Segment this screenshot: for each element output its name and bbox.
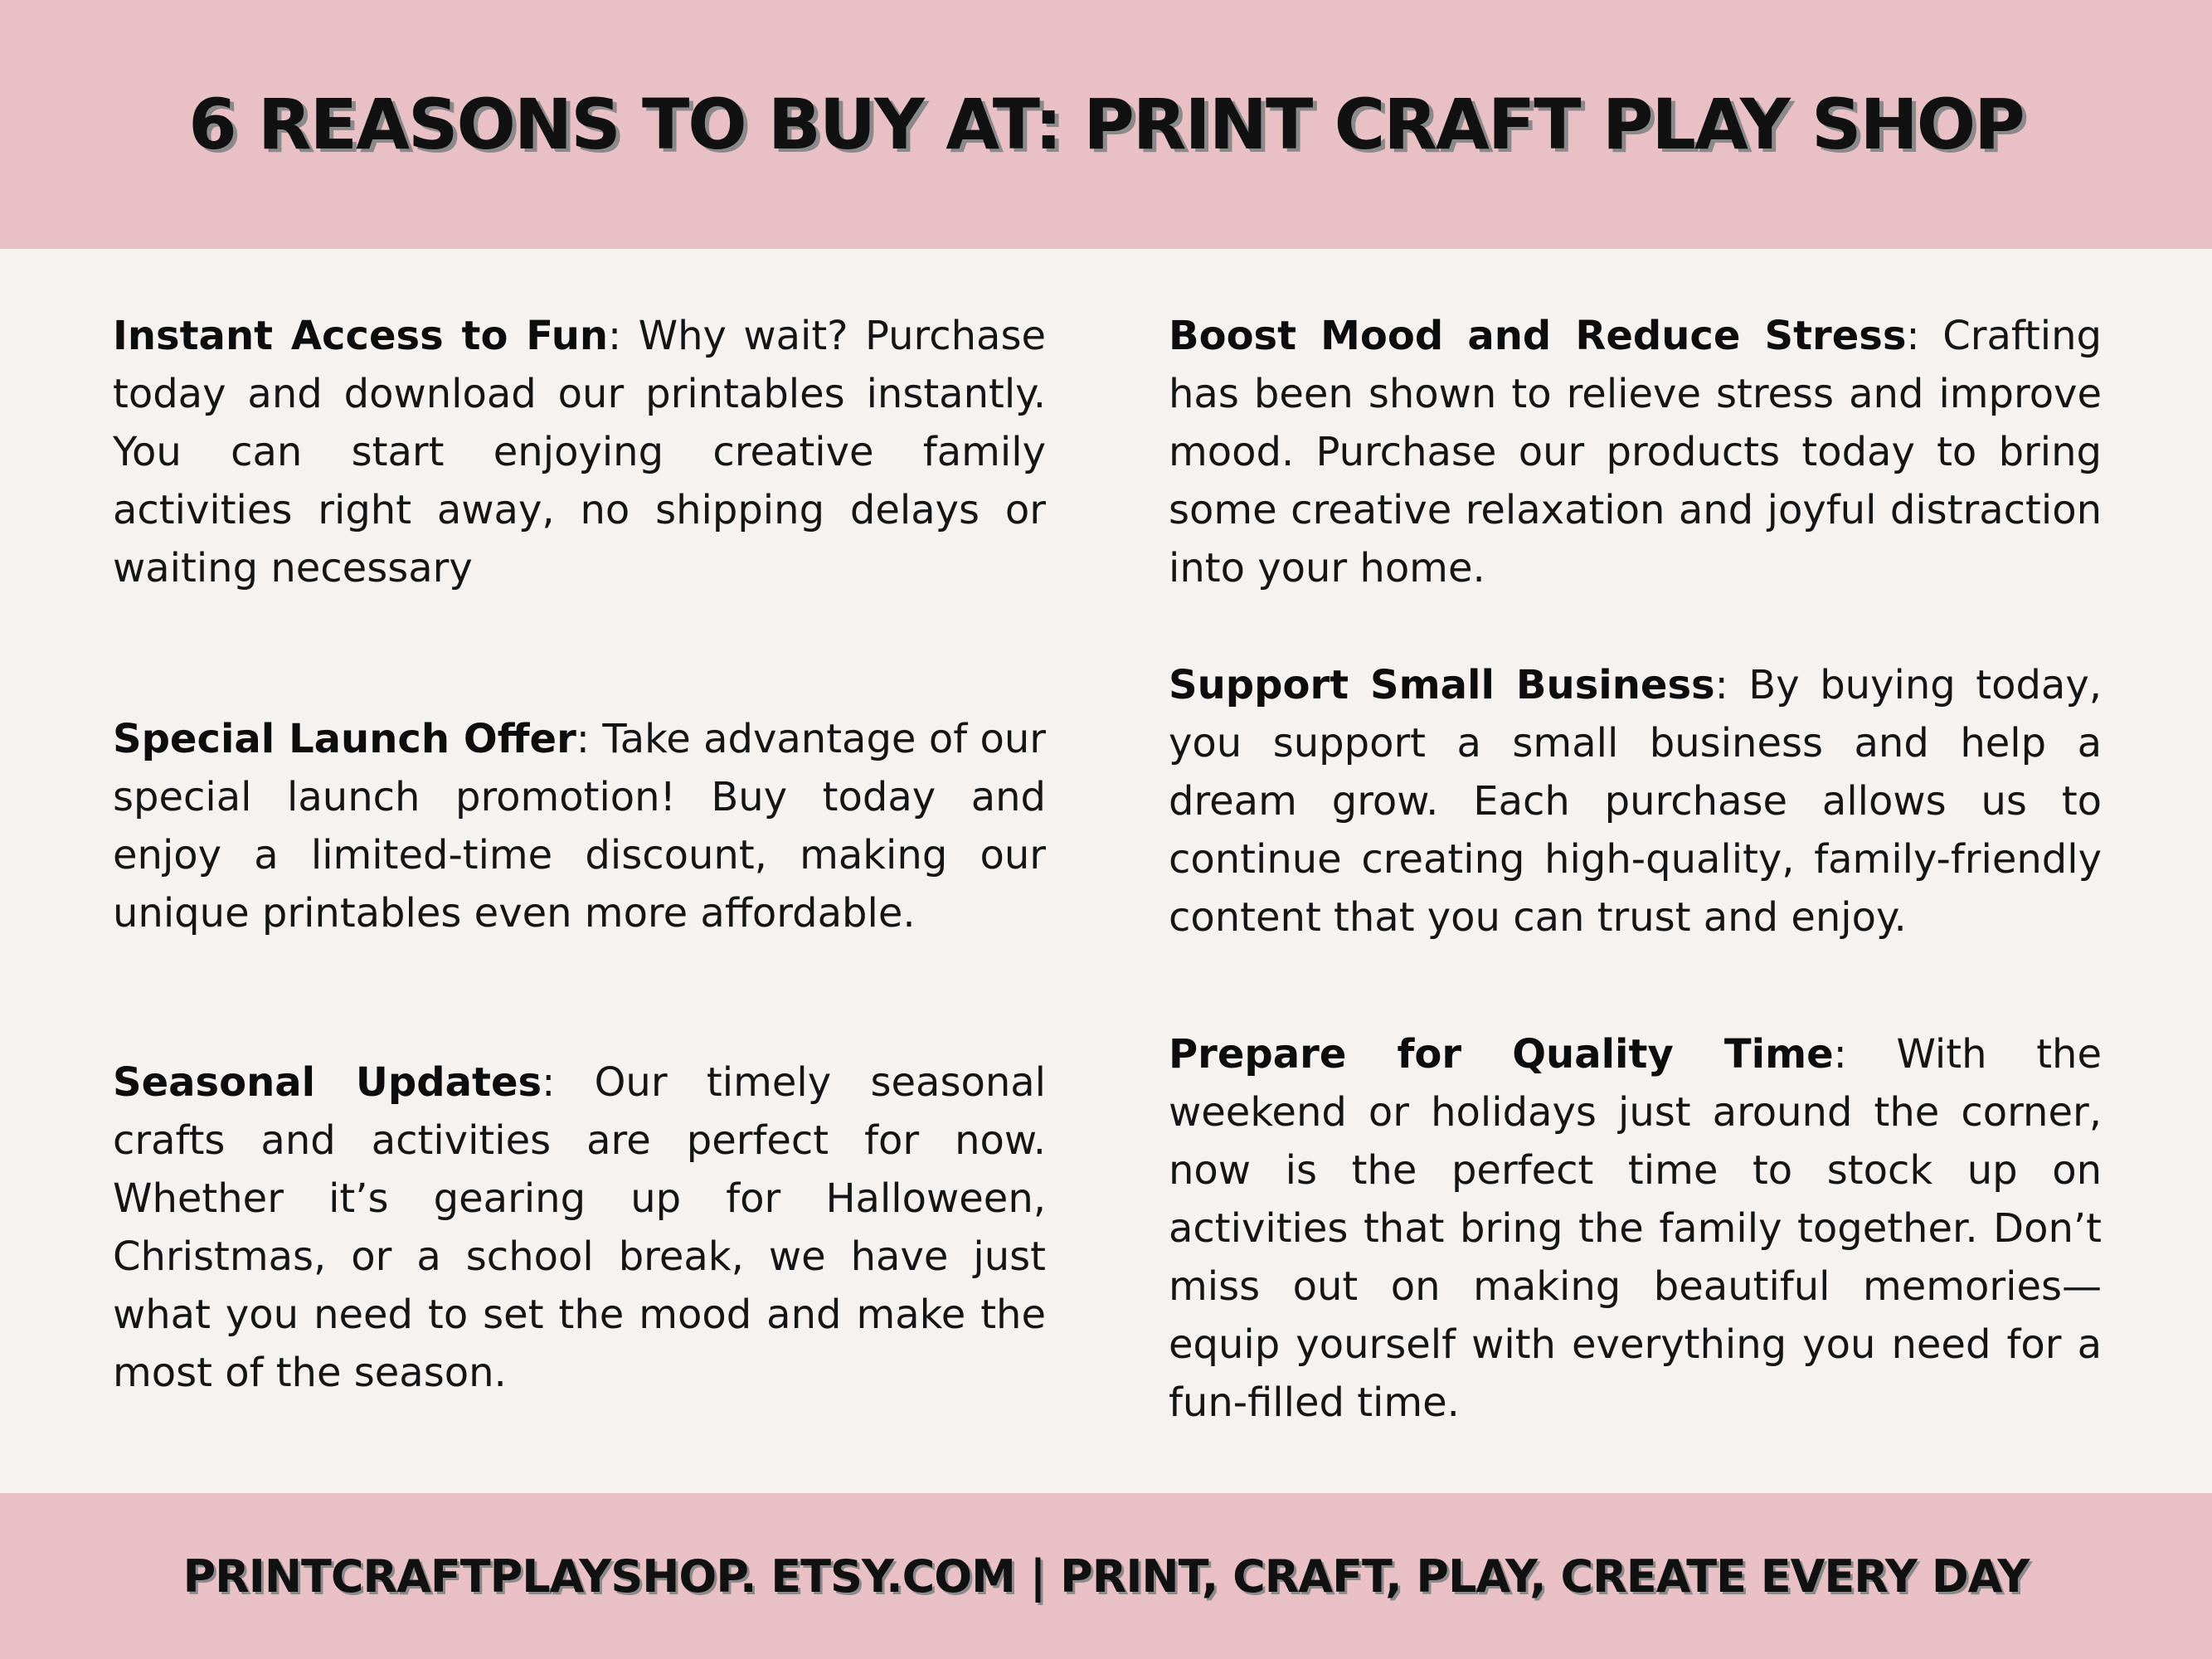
- reason-text: : Why wait? Purchase today and download our printables instantly. You can start enjoying creative family activities right away, no shipping delays or waiting necessary: [113, 313, 1046, 591]
- reason-text: : With the weekend or holidays just around the corner, now is the perfect time to stock up on activities that bring the family together. Don’t miss out on making beautiful memories—equip yourself with everything you need for a fun-filled time.: [1169, 1031, 2102, 1426]
- reason-text: : Our timely seasonal crafts and activities are perfect for now. Whether it’s gearing up for Halloween, Christmas, or a school break, we have just what you need to set the mood and make the most of the season.: [113, 1059, 1046, 1396]
- reason-title: Boost Mood and Reduce Stress: [1169, 313, 1907, 359]
- header-banner: [0, 0, 2212, 249]
- reason-support-small-business: [1169, 656, 2102, 946]
- reason-text: : Crafting has been shown to relieve stress and improve mood. Purchase our products today to bring some creative relaxation and joyful distraction into your home.: [1169, 313, 2102, 591]
- reason-title: Instant Access to Fun: [113, 313, 609, 359]
- reason-prepare-quality-time: [1169, 1025, 2102, 1432]
- reason-title: Prepare for Quality Time: [1169, 1031, 1834, 1078]
- reason-special-launch-offer: [113, 710, 1046, 942]
- reason-title: Special Launch Offer: [113, 716, 576, 762]
- footer-text: PRINTCRAFTPLAYSHOP. ETSY.COM | PRINT, CRAFT, PLAY, CREATE EVERY DAY: [182, 1550, 2030, 1603]
- footer-banner: [0, 1493, 2212, 1659]
- reason-boost-mood: [1169, 307, 2102, 597]
- reasons-section: [0, 249, 2212, 1493]
- reason-title: Seasonal Updates: [113, 1059, 542, 1106]
- page-title: 6 REASONS TO BUY AT: PRINT CRAFT PLAY SHOP: [188, 84, 2024, 165]
- reason-instant-access: [113, 307, 1046, 597]
- reason-text: : Take advantage of our special launch promotion! Buy today and enjoy a limited-time discount, making our unique printables even more affordable.: [113, 716, 1047, 937]
- reason-text: : By buying today, you support a small business and help a dream grow. Each purchase allows us to continue creating high-quality, family-friendly content that you can trust and enjoy.: [1169, 662, 2102, 941]
- reason-seasonal-updates: [113, 1053, 1046, 1402]
- reason-title: Support Small Business: [1169, 662, 1715, 708]
